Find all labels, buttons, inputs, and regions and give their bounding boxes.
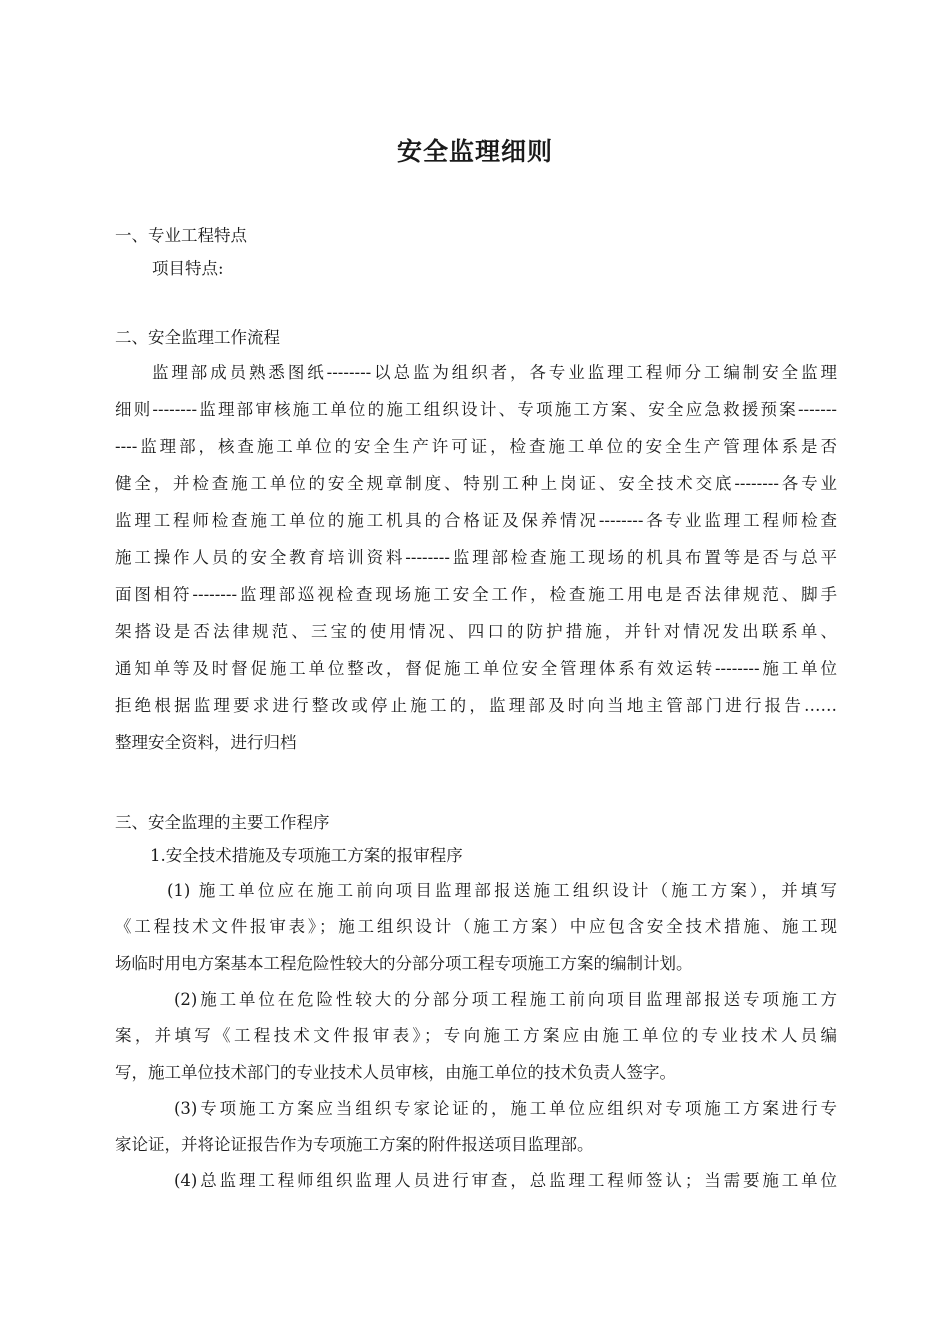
- section2-paragraph-line: 拒绝根据监理要求进行整改或停止施工的，监理部及时向当地主管部门进行报告……: [115, 696, 837, 715]
- document-title: 安全监理细则: [396, 137, 553, 166]
- section1-subheading: 项目特点:: [152, 259, 224, 278]
- section3-paragraph-line: (4)总监理工程师组织监理人员进行审查，总监理工程师签认；当需要施工单位: [174, 1171, 837, 1190]
- section3-paragraph-line: (1) 施工单位应在施工前向项目监理部报送施工组织设计（施工方案），并填写: [167, 881, 837, 900]
- section2-paragraph-line: 面图相符--------监理部巡视检查现场施工安全工作，检查施工用电是否法律规范、脚手: [115, 585, 837, 604]
- section2-paragraph-line: ----监理部，核查施工单位的安全生产许可证，检查施工单位的安全生产管理体系是否: [115, 437, 837, 456]
- section2-paragraph-line: 监理工程师检查施工单位的施工机具的合格证及保养情况--------各专业监理工程师检查: [115, 511, 837, 530]
- section2-paragraph-line: 细则--------监理部审核施工单位的施工组织设计、专项施工方案、安全应急救援预案-------: [115, 400, 837, 419]
- section2-paragraph-line: 通知单等及时督促施工单位整改，督促施工单位安全管理体系有效运转--------施工单位: [115, 659, 837, 678]
- section2-paragraph-line: 施工操作人员的安全教育培训资料--------监理部检查施工现场的机具布置等是否与总平: [115, 548, 837, 567]
- section2-paragraph-line: 架搭设是否法律规范、三宝的使用情况、四口的防护措施，并针对情况发出联系单、: [115, 622, 837, 641]
- section3-paragraph-line: 《工程技术文件报审表》；施工组织设计（施工方案）中应包含安全技术措施、施工现: [115, 917, 837, 936]
- section3-subheading: 1.安全技术措施及专项施工方案的报审程序: [150, 846, 463, 865]
- section2-paragraph-line: 整理安全资料，进行归档: [115, 733, 297, 752]
- section1-heading: 一、专业工程特点: [115, 226, 247, 245]
- section3-heading: 三、安全监理的主要工作程序: [115, 813, 330, 832]
- section2-paragraph-line: 监理部成员熟悉图纸--------以总监为组织者，各专业监理工程师分工编制安全监理: [152, 363, 837, 382]
- section3-paragraph-line: 写，施工单位技术部门的专业技术人员审核，由施工单位的技术负责人签字。: [115, 1063, 676, 1082]
- section2-heading: 二、安全监理工作流程: [115, 328, 280, 347]
- section3-paragraph-line: (3)专项施工方案应当组织专家论证的，施工单位应组织对专项施工方案进行专: [174, 1099, 837, 1118]
- section3-paragraph-line: 案，并填写《工程技术文件报审表》；专向施工方案应由施工单位的专业技术人员编: [115, 1026, 837, 1045]
- section2-paragraph-line: 健全，并检查施工单位的安全规章制度、特别工种上岗证、安全技术交底--------各专业: [115, 474, 837, 493]
- section3-paragraph-line: 家论证，并将论证报告作为专项施工方案的附件报送项目监理部。: [115, 1135, 594, 1154]
- section3-paragraph-line: 场临时用电方案基本工程危险性较大的分部分项工程专项施工方案的编制计划。: [115, 954, 693, 973]
- section3-paragraph-line: (2)施工单位在危险性较大的分部分项工程施工前向项目监理部报送专项施工方: [174, 990, 837, 1009]
